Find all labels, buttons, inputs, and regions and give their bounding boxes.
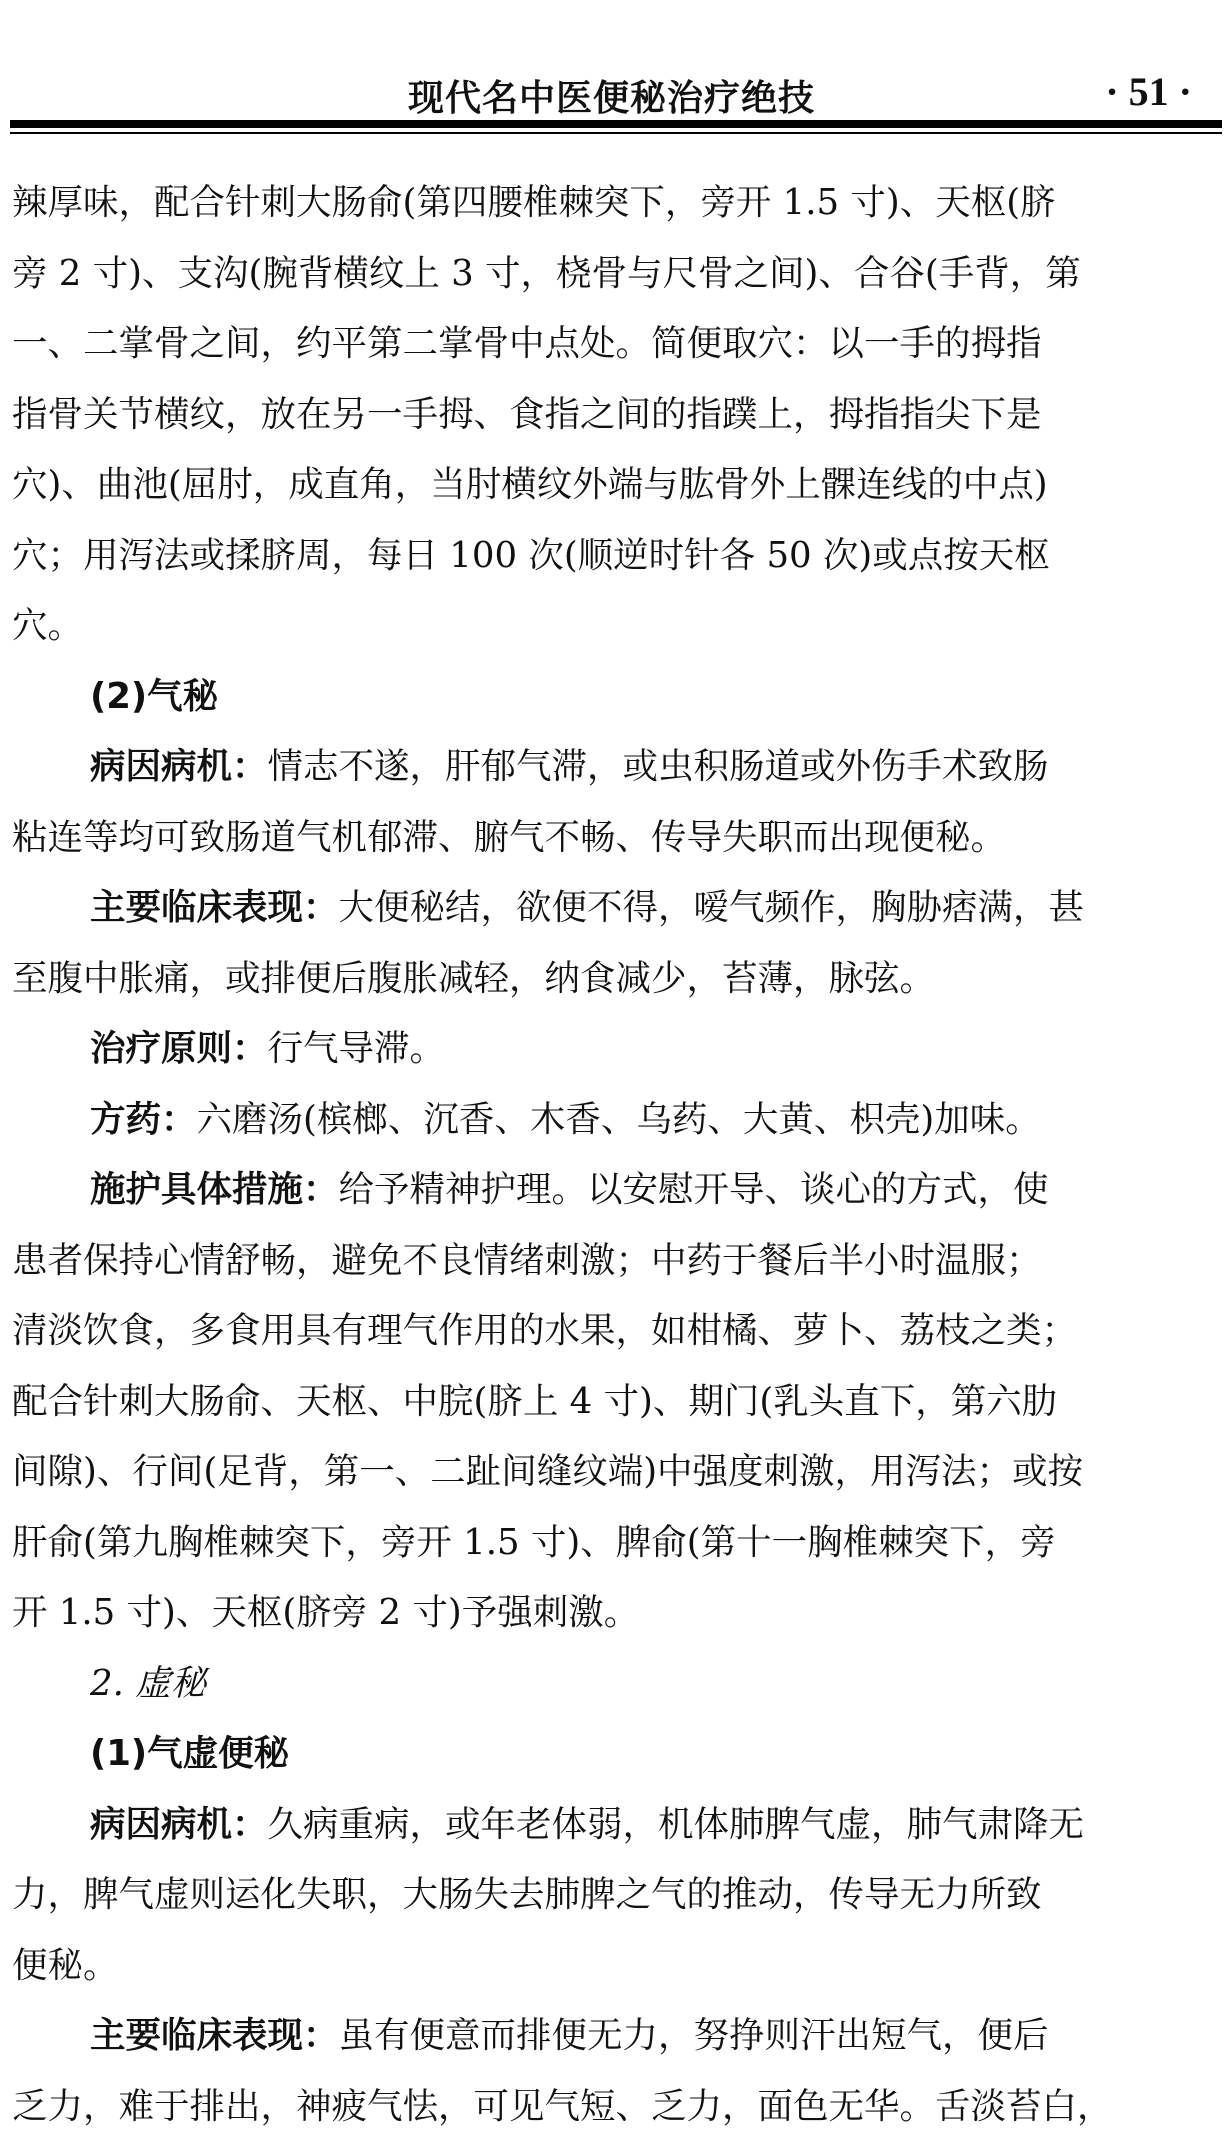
bold-heading: 方药： bbox=[90, 1099, 197, 1140]
text-line bbox=[12, 1931, 1217, 2002]
text-run: 间隙)、行间(足背，第一、二趾间缝纹端)中强度刺激，用泻法；或按 bbox=[12, 1451, 1083, 1492]
bold-heading: 主要临床表现： bbox=[90, 2015, 339, 2056]
header-rule bbox=[10, 120, 1222, 128]
bold-heading: 治疗原则： bbox=[90, 1028, 268, 1069]
section-heading: 2. 虚秘 bbox=[90, 1663, 206, 1704]
text-line bbox=[12, 1860, 1217, 1931]
text-line bbox=[12, 1085, 1217, 1156]
text-line bbox=[12, 1367, 1217, 1438]
text-line bbox=[12, 1155, 1217, 1226]
text-run: 旁 2 寸)、支沟(腕背横纹上 3 寸，桡骨与尺骨之间)、合谷(手背，第 bbox=[12, 253, 1081, 294]
bold-heading: (2)气秘 bbox=[90, 676, 218, 717]
text-line bbox=[12, 1719, 1217, 1790]
text-line bbox=[12, 168, 1217, 239]
text-run: 大便秘结，欲便不得，嗳气频作，胸胁痞满，甚 bbox=[339, 887, 1085, 928]
text-run: 乏力，难于排出，神疲气怯，可见气短、乏力，面色无华。舌淡苔白， bbox=[12, 2086, 1113, 2127]
text-run: 开 1.5 寸)、天枢(脐旁 2 寸)予强刺激。 bbox=[12, 1592, 639, 1633]
text-run: 六磨汤(槟榔、沉香、木香、乌药、大黄、枳壳)加味。 bbox=[197, 1099, 1041, 1140]
text-run: 至腹中胀痛，或排便后腹胀减轻，纳食减少，苔薄，脉弦。 bbox=[12, 958, 935, 999]
text-line bbox=[12, 1649, 1217, 1720]
text-run: 行气导滞。 bbox=[268, 1028, 446, 1069]
bold-heading: 施护具体措施： bbox=[90, 1169, 339, 1210]
bold-heading: 病因病机： bbox=[90, 1804, 268, 1845]
text-line bbox=[12, 873, 1217, 944]
text-run: 一、二掌骨之间，约平第二掌骨中点处。简便取穴：以一手的拇指 bbox=[12, 323, 1042, 364]
text-run: 久病重病，或年老体弱，机体肺脾气虚，肺气肃降无 bbox=[268, 1804, 1085, 1845]
text-run: 穴)、曲池(屈肘，成直角，当肘横纹外端与肱骨外上髁连线的中点) bbox=[12, 464, 1048, 505]
text-line bbox=[12, 450, 1217, 521]
text-line bbox=[12, 1437, 1217, 1508]
text-run: 配合针刺大肠俞、天枢、中脘(脐上 4 寸)、期门(乳头直下，第六肋 bbox=[12, 1381, 1057, 1422]
text-run: 情志不遂，肝郁气滞，或虫积肠道或外伤手术致肠 bbox=[268, 746, 1049, 787]
page-number: · 51 · bbox=[1105, 68, 1192, 115]
text-line bbox=[12, 1578, 1217, 1649]
text-line bbox=[12, 1014, 1217, 1085]
text-run: 虽有便意而排便无力，努挣则汗出短气，便后 bbox=[339, 2015, 1049, 2056]
text-line bbox=[12, 944, 1217, 1015]
text-line bbox=[12, 732, 1217, 803]
text-run: 粘连等均可致肠道气机郁滞、腑气不畅、传导失职而出现便秘。 bbox=[12, 817, 1006, 858]
text-run: 患者保持心情舒畅，避免不良情绪刺激；中药于餐后半小时温服； bbox=[12, 1240, 1042, 1281]
text-line bbox=[12, 662, 1217, 733]
text-run: 力，脾气虚则运化失职，大肠失去肺脾之气的推动，传导无力所致 bbox=[12, 1874, 1042, 1915]
page-header bbox=[0, 62, 1232, 122]
text-run: 给予精神护理。以安慰开导、谈心的方式，使 bbox=[339, 1169, 1049, 1210]
text-line bbox=[12, 2072, 1217, 2142]
text-line bbox=[12, 380, 1217, 451]
text-line bbox=[12, 591, 1217, 662]
text-run: 穴。 bbox=[12, 605, 83, 646]
text-run: 辣厚味，配合针刺大肠俞(第四腰椎棘突下，旁开 1.5 寸)、天枢(脐 bbox=[12, 182, 1056, 223]
text-line bbox=[12, 1226, 1217, 1297]
bold-heading: 病因病机： bbox=[90, 746, 268, 787]
text-line bbox=[12, 1296, 1217, 1367]
text-run: 便秘。 bbox=[12, 1945, 119, 1986]
text-run: 肝俞(第九胸椎棘突下，旁开 1.5 寸)、脾俞(第十一胸椎棘突下，旁 bbox=[12, 1522, 1056, 1563]
bold-heading: 主要临床表现： bbox=[90, 887, 339, 928]
text-line bbox=[12, 1790, 1217, 1861]
text-run: 指骨关节横纹，放在另一手拇、食指之间的指蹼上，拇指指尖下是 bbox=[12, 394, 1042, 435]
running-title: 现代名中医便秘治疗绝技 bbox=[408, 70, 815, 121]
text-line bbox=[12, 239, 1217, 310]
text-line bbox=[12, 521, 1217, 592]
text-run: 穴；用泻法或揉脐周，每日 100 次(顺逆时针各 50 次)或点按天枢 bbox=[12, 535, 1050, 576]
text-line bbox=[12, 1508, 1217, 1579]
text-run: 清淡饮食，多食用具有理气作用的水果，如柑橘、萝卜、荔枝之类； bbox=[12, 1310, 1077, 1351]
text-line bbox=[12, 803, 1217, 874]
text-line bbox=[12, 2001, 1217, 2072]
body-text bbox=[12, 168, 1217, 2142]
header-rule-thin bbox=[10, 132, 1222, 134]
bold-heading: (1)气虚便秘 bbox=[90, 1733, 289, 1774]
text-line bbox=[12, 309, 1217, 380]
